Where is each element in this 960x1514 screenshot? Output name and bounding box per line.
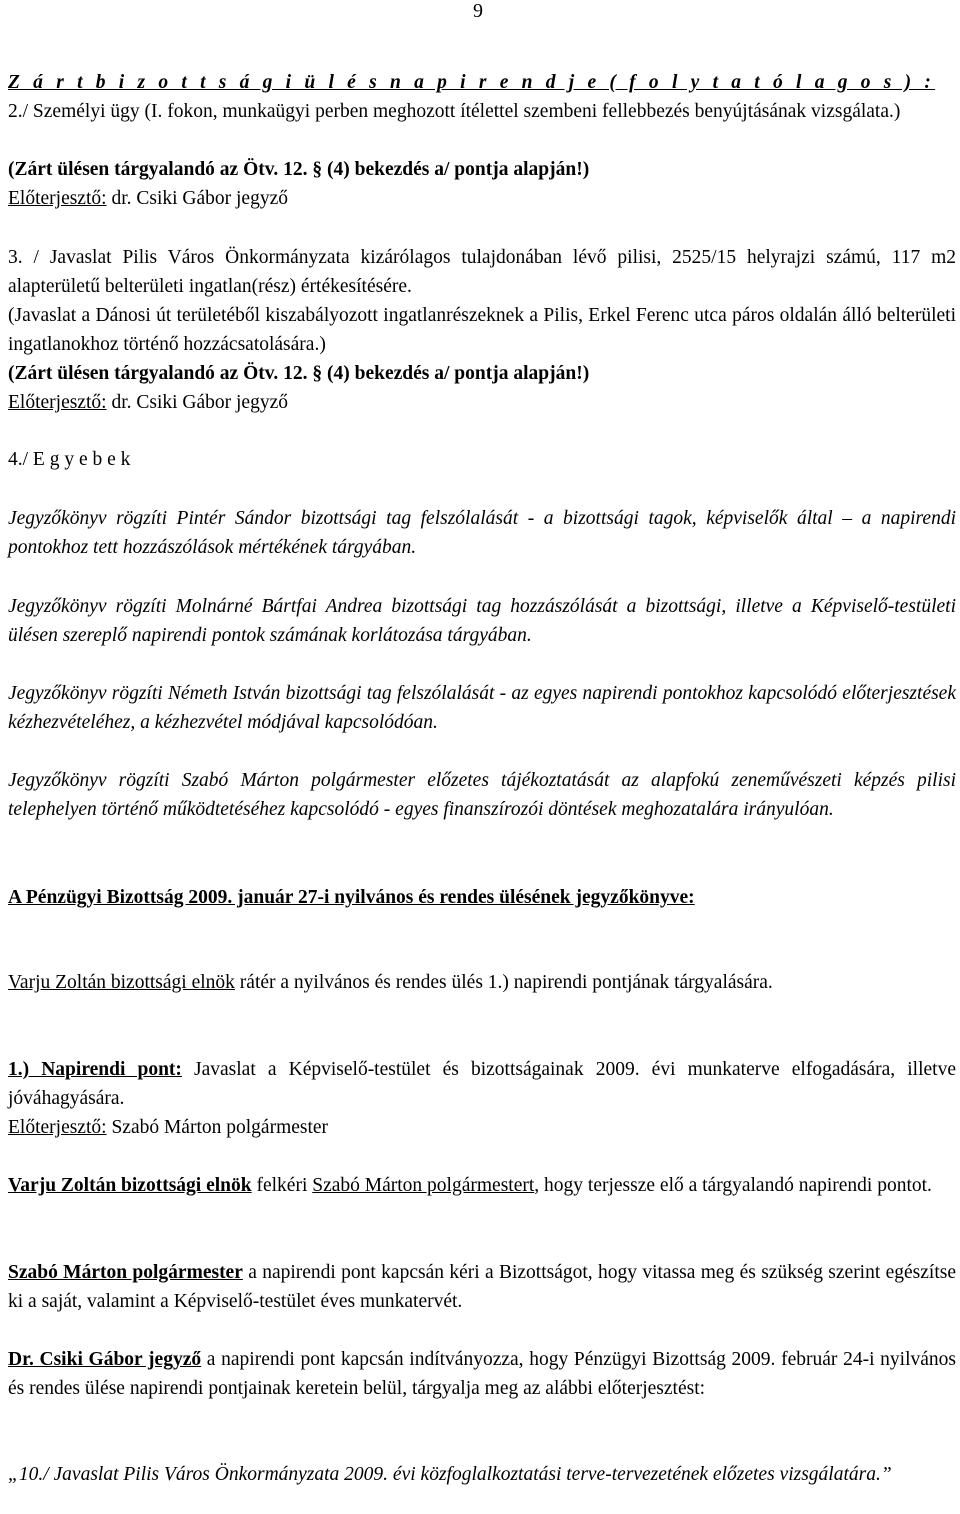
minutes-title: A Pénzügyi Bizottság 2009. január 27-i nyilvános és rendes ülésének jegyzőkönyve: <box>8 887 695 908</box>
note-paragraph: Jegyzőkönyv rögzíti Molnárné Bártfai Andrea bizottsági tag hozzászólását a bizottsági, illetve a Képviselő-testületi ülésen szereplő napirendi pontok számának korlátozása tárgyában. <box>8 596 956 646</box>
chair-request-text: , hogy terjessze elő a tárgyalandó napirendi pontot. <box>534 1175 932 1196</box>
notary-statement-text: a napirendi pont kapcsán indítványozza, hogy Pénzügyi Bizottság 2009. február 24-i nyilvános és rendes ülése napirendi pontjainak keretein belül, tárgyalja meg az alábbi előterjesztést: <box>8 1349 956 1399</box>
page-number: 9 <box>473 0 483 22</box>
chair-request-target: Szabó Márton polgármestert <box>312 1175 535 1196</box>
notary-name: Dr. Csiki Gábor jegyző <box>8 1349 202 1370</box>
presenter-name: dr. Csiki Gábor jegyző <box>106 188 288 209</box>
quoted-item: „10./ Javaslat Pilis Város Önkormányzata 2009. évi közfoglalkoztatási terve-tervezetének előzetes vizsgálatára.” <box>8 1464 892 1485</box>
note-paragraph: Jegyzőkönyv rögzíti Szabó Márton polgármester előzetes tájékoztatását az alapfokú zeneművészeti képzés pilisi telephelyen történő működtetéséhez kapcsolódó - egyes finanszírozói döntések meghozatalára irányulóan. <box>8 770 956 820</box>
agenda-1-text: Javaslat a Képviselő-testület és bizottságainak 2009. évi munkaterve elfogadására, illetve jóváhagyására. <box>8 1059 956 1109</box>
agenda-item-3: 3. / Javaslat Pilis Város Önkormányzata kizárólagos tulajdonában lévő pilisi, 2525/15 helyrajzi számú, 117 m2 alapterületű belterületi ingatlan(rész) értékesítésére. <box>8 247 956 297</box>
mayor-statement-text: a napirendi pont kapcsán kéri a Bizottságot, hogy vitassa meg és szükség szerint egészítse ki a saját, valamint a Képviselő-testület éves munkatervét. <box>8 1262 956 1312</box>
agenda-1-label: 1.) Napirendi pont: <box>8 1059 182 1080</box>
chair-request <box>8 1171 956 1200</box>
mayor-name: Szabó Márton polgármester <box>8 1262 243 1283</box>
agenda-item-4: 4./ E g y e b e k <box>8 449 131 470</box>
notary-statement <box>8 1345 956 1403</box>
chair-request-verb: felkéri <box>251 1175 313 1196</box>
presenter-name-2: dr. Csiki Gábor jegyző <box>106 392 288 413</box>
chair-request-name: Varju Zoltán bizottsági elnök <box>8 1175 252 1196</box>
agenda-item-2: 2./ Személyi ügy (I. fokon, munkaügyi perben meghozott ítélettel szembeni fellebbezés benyújtásának vizsgálata.) <box>8 101 901 122</box>
chair-name: Varju Zoltán bizottsági elnök <box>8 972 235 993</box>
note-paragraph: Jegyzőkönyv rögzíti Németh István bizottsági tag felszólalását - az egyes napirendi pontokhoz kapcsolódó előterjesztések kézhezvételéhez, a kézhezvétel módjával kapcsolódóan. <box>8 683 956 733</box>
agenda-1-presenter-name: Szabó Márton polgármester <box>106 1117 329 1138</box>
chair-intro <box>8 968 956 997</box>
agenda-1-presenter-label: Előterjesztő: <box>8 1117 107 1138</box>
closed-session-note: (Zárt ülésen tárgyalandó az Ötv. 12. § (4) bekezdés a/ pontja alapján!) <box>8 159 590 180</box>
agenda-item-3-detail: (Javaslat a Dánosi út területéből kiszabályozott ingatlanrészeknek a Pilis, Erkel Ferenc utca páros oldalán álló belterületi ingatlanokhoz történő hozzácsatolására.) <box>8 305 956 355</box>
presenter-label: Előterjesztő: <box>8 188 107 209</box>
closed-session-heading: Z á r t b i z o t t s á g i ü l é s n a p i r e n d j e ( f o l y t a t ó l a g o s ) : <box>8 72 936 93</box>
chair-intro-text: rátér a nyilvános és rendes ülés 1.) napirendi pontjának tárgyalására. <box>234 972 773 993</box>
closed-session-note-2: (Zárt ülésen tárgyalandó az Ötv. 12. § (4) bekezdés a/ pontja alapján!) <box>8 363 590 384</box>
presenter-line <box>8 184 956 213</box>
mayor-statement <box>8 1258 956 1316</box>
agenda-1-presenter <box>8 1113 956 1142</box>
note-paragraph: Jegyzőkönyv rögzíti Pintér Sándor bizottsági tag felszólalását - a bizottsági tagok, képviselők által – a napirendi pontokhoz tett hozzászólások mértékének tárgyában. <box>8 508 956 558</box>
presenter-label-2: Előterjesztő: <box>8 392 107 413</box>
agenda-1 <box>8 1055 956 1113</box>
presenter-line-2 <box>8 388 956 417</box>
